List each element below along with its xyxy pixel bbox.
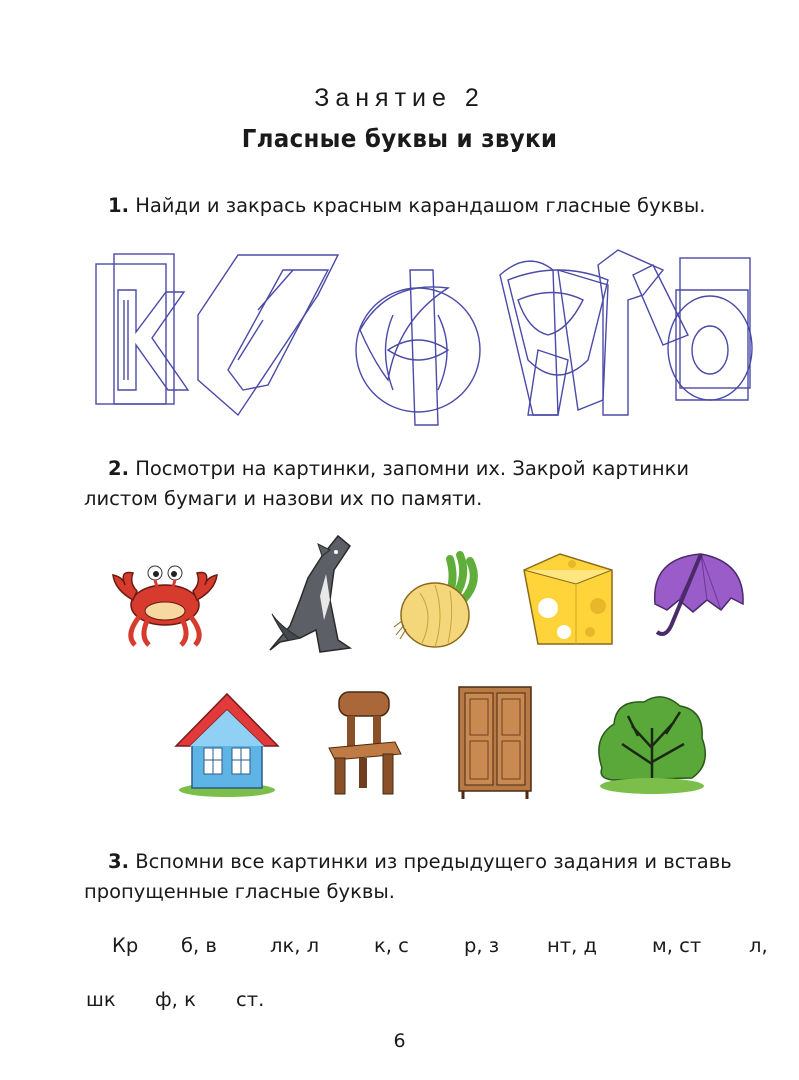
task3-line1 <box>108 846 732 877</box>
fill-word-6: нт, д <box>547 934 597 957</box>
letter-outline-l <box>198 255 338 415</box>
fill-word-8: л, <box>749 934 768 957</box>
task1-text <box>108 190 706 221</box>
cheese-picture <box>518 548 618 648</box>
letter-outline-f <box>356 270 480 425</box>
chair-picture <box>325 688 405 798</box>
fill-word-10: ф, к <box>155 988 196 1011</box>
page-title: Гласные буквы и звуки <box>241 124 558 153</box>
fill-word-3: лк, л <box>270 934 320 957</box>
task2-instruction-1: Посмотри на картинки, запомни их. Закрой картинки <box>135 457 690 480</box>
onion-picture <box>390 545 500 655</box>
fill-word-1: Кр <box>112 934 139 957</box>
wardrobe-picture <box>455 683 535 801</box>
fill-word-9: шк <box>86 988 116 1011</box>
letter-outline-b <box>598 250 752 415</box>
wolf-picture <box>260 530 360 660</box>
letter-outline-ya <box>500 261 608 415</box>
fill-word-4: к, с <box>374 934 409 957</box>
umbrella-picture <box>645 548 750 648</box>
task1-number: 1. <box>108 194 129 217</box>
task3-instruction-1: Вспомни все картинки из предыдущего задания и вставь <box>135 850 732 873</box>
task1-instruction: Найди и закрась красным карандашом гласные буквы. <box>135 194 706 217</box>
letter-outline-k <box>96 254 188 404</box>
fill-word-2: б, в <box>181 934 217 957</box>
task2-number: 2. <box>108 457 129 480</box>
hidden-letters-puzzle <box>88 240 768 430</box>
fill-word-7: м, ст <box>652 934 702 957</box>
task3-line2: пропущенные гласные буквы. <box>84 880 395 903</box>
task3-number: 3. <box>108 850 129 873</box>
fill-word-11: ст. <box>236 988 265 1011</box>
bush-picture <box>592 688 712 798</box>
page-number: 6 <box>393 1030 406 1052</box>
lesson-label: Занятие 2 <box>314 84 485 112</box>
task2-line1 <box>108 453 689 484</box>
fill-word-5: р, з <box>464 934 500 957</box>
task2-line2: листом бумаги и назови их по памяти. <box>84 487 483 510</box>
house-picture <box>172 690 282 800</box>
crab-picture <box>105 555 225 650</box>
